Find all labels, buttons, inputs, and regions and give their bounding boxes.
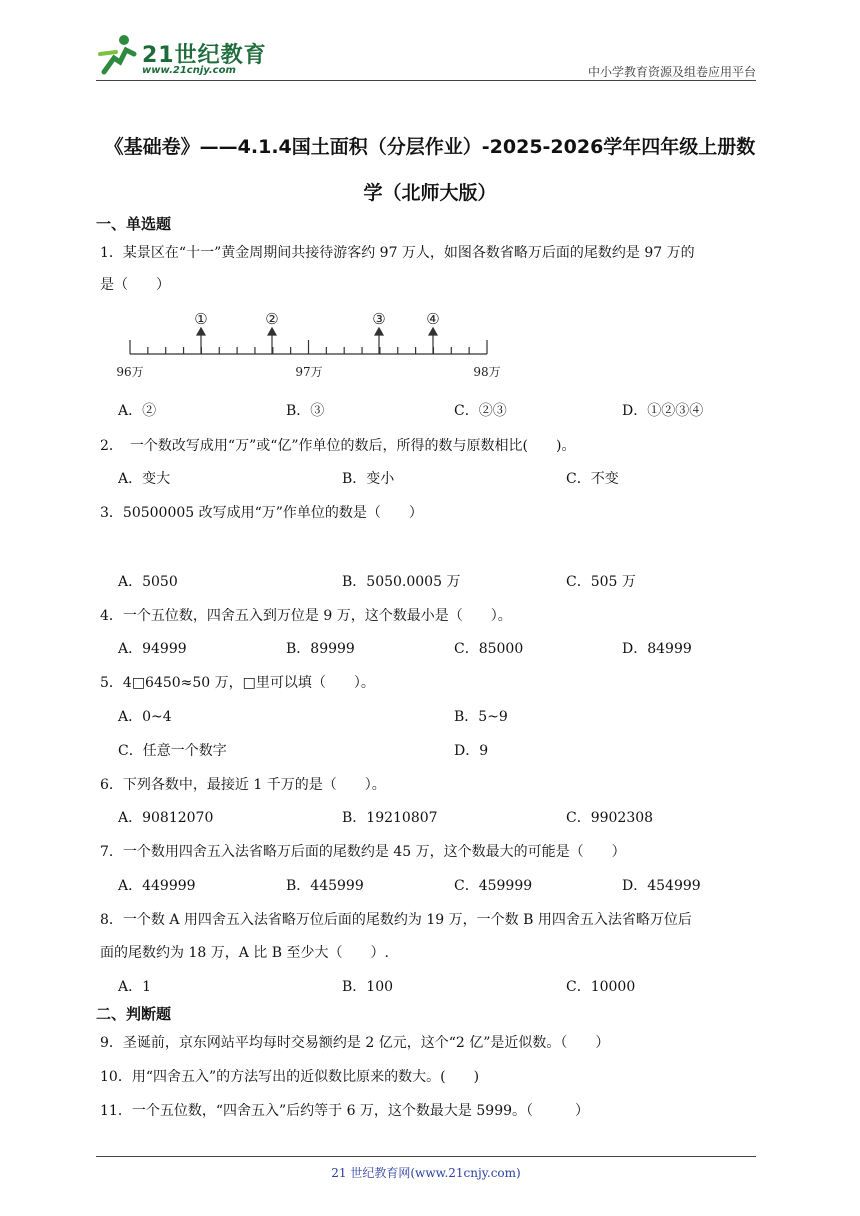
question-4-text: 4．一个五位数，四舍五入到万位是 9 万，这个数最小是（ ）。 — [100, 608, 512, 624]
question-5-option-b[interactable]: B．5~9 — [454, 709, 508, 725]
question-10-text: 10．用“四舍五入”的方法写出的近似数比原来的数大。( ) — [100, 1069, 480, 1085]
question-8-option-a[interactable]: A．1 — [118, 979, 152, 995]
label-96: 96万 — [116, 365, 144, 379]
question-4-option-d[interactable]: D．84999 — [622, 641, 692, 657]
question-8-option-b[interactable]: B．100 — [342, 979, 394, 995]
question-1-text-cont: 是（ ） — [100, 277, 170, 293]
question-9-text: 9．圣诞前，京东网站平均每时交易额约是 2 亿元，这个“2 亿”是近似数。（ ） — [100, 1035, 610, 1051]
footer-link[interactable]: 21 世纪教育网(www.21cnjy.com) — [331, 1166, 521, 1180]
question-6-option-a[interactable]: A．90812070 — [118, 810, 214, 826]
question-2-option-a[interactable]: A．变大 — [118, 471, 171, 487]
site-logo — [96, 32, 266, 78]
question-7-option-c[interactable]: C．459999 — [454, 878, 533, 894]
label-98: 98万 — [473, 365, 501, 379]
footer-divider — [96, 1156, 756, 1157]
marker-1: ① — [194, 310, 208, 328]
question-3-option-a[interactable]: A．5050 — [118, 574, 178, 590]
question-6-text: 6．下列各数中，最接近 1 千万的是（ ）。 — [100, 777, 386, 793]
question-7-text: 7．一个数用四舍五入法省略万后面的尾数约是 45 万，这个数最大的可能是（ ） — [100, 844, 626, 860]
question-4-option-a[interactable]: A．94999 — [118, 641, 187, 657]
question-4-option-c[interactable]: C．85000 — [454, 641, 524, 657]
header-platform-text: 中小学教育资源及组卷应用平台 — [587, 65, 756, 79]
question-1-option-d[interactable]: D．①②③④ — [622, 403, 704, 419]
logo-text: 21世纪教育 — [142, 43, 267, 68]
question-8-text-cont: 面的尾数约为 18 万，A 比 B 至少大（ ）. — [100, 945, 389, 961]
runner-logo-icon — [96, 32, 140, 76]
question-2-option-c[interactable]: C．不变 — [566, 471, 619, 487]
question-5-option-d[interactable]: D．9 — [454, 743, 489, 759]
page-title-line2: 学（北师大版） — [363, 182, 497, 204]
label-97: 97万 — [295, 365, 323, 379]
question-4-option-b[interactable]: B．89999 — [286, 641, 355, 657]
marker-3: ③ — [372, 310, 386, 328]
question-1-text: 1．某景区在“十一”黄金周期间共接待游客约 97 万人，如图各数省略万后面的尾数约是 97 万的 — [100, 245, 695, 261]
marker-arrowhead — [429, 328, 437, 335]
question-7-option-b[interactable]: B．445999 — [286, 878, 364, 894]
marker-4: ④ — [426, 310, 440, 328]
question-1-option-a[interactable]: A．② — [118, 403, 157, 419]
page-title-line1: 《基础卷》——4.1.4国土面积（分层作业）-2025-2026学年四年级上册数 — [104, 136, 756, 158]
question-2-text: 2． 一个数改写成用“万”或“亿”作单位的数后，所得的数与原数相比( )。 — [100, 438, 576, 454]
section-heading-single-choice: 一、单选题 — [96, 215, 172, 233]
number-line-figure — [110, 304, 510, 386]
question-8-option-c[interactable]: C．10000 — [566, 979, 636, 995]
question-11-text: 11．一个五位数，“四舍五入”后约等于 6 万，这个数最大是 5999。（ ） — [100, 1103, 590, 1119]
section-heading-judgement: 二、判断题 — [96, 1005, 172, 1023]
question-7-option-d[interactable]: D．454999 — [622, 878, 701, 894]
question-6-option-b[interactable]: B．19210807 — [342, 810, 438, 826]
marker-arrowhead — [375, 328, 383, 335]
question-5-text: 5．4□6450≈50 万，□里可以填（ ）。 — [100, 675, 375, 691]
marker-arrowhead — [197, 328, 205, 335]
header-divider — [96, 80, 756, 81]
marker-2: ② — [265, 310, 279, 328]
question-3-option-c[interactable]: C．505 万 — [566, 574, 636, 590]
question-3-text: 3．50500005 改写成用“万”作单位的数是（ ） — [100, 505, 423, 521]
question-2-option-b[interactable]: B．变小 — [342, 471, 395, 487]
question-5-option-c[interactable]: C．任意一个数字 — [118, 743, 227, 759]
logo-url: www.21cnjy.com — [142, 65, 236, 76]
question-8-text: 8．一个数 A 用四舍五入法省略万位后面的尾数约为 19 万，一个数 B 用四舍五入法省略万位后 — [100, 912, 692, 928]
question-6-option-c[interactable]: C．9902308 — [566, 810, 654, 826]
question-1-option-c[interactable]: C．②③ — [454, 403, 507, 419]
question-7-option-a[interactable]: A．449999 — [118, 878, 196, 894]
marker-arrowhead — [268, 328, 276, 335]
question-1-option-b[interactable]: B．③ — [286, 403, 325, 419]
question-5-option-a[interactable]: A．0~4 — [118, 709, 172, 725]
question-3-option-b[interactable]: B．5050.0005 万 — [342, 574, 461, 590]
